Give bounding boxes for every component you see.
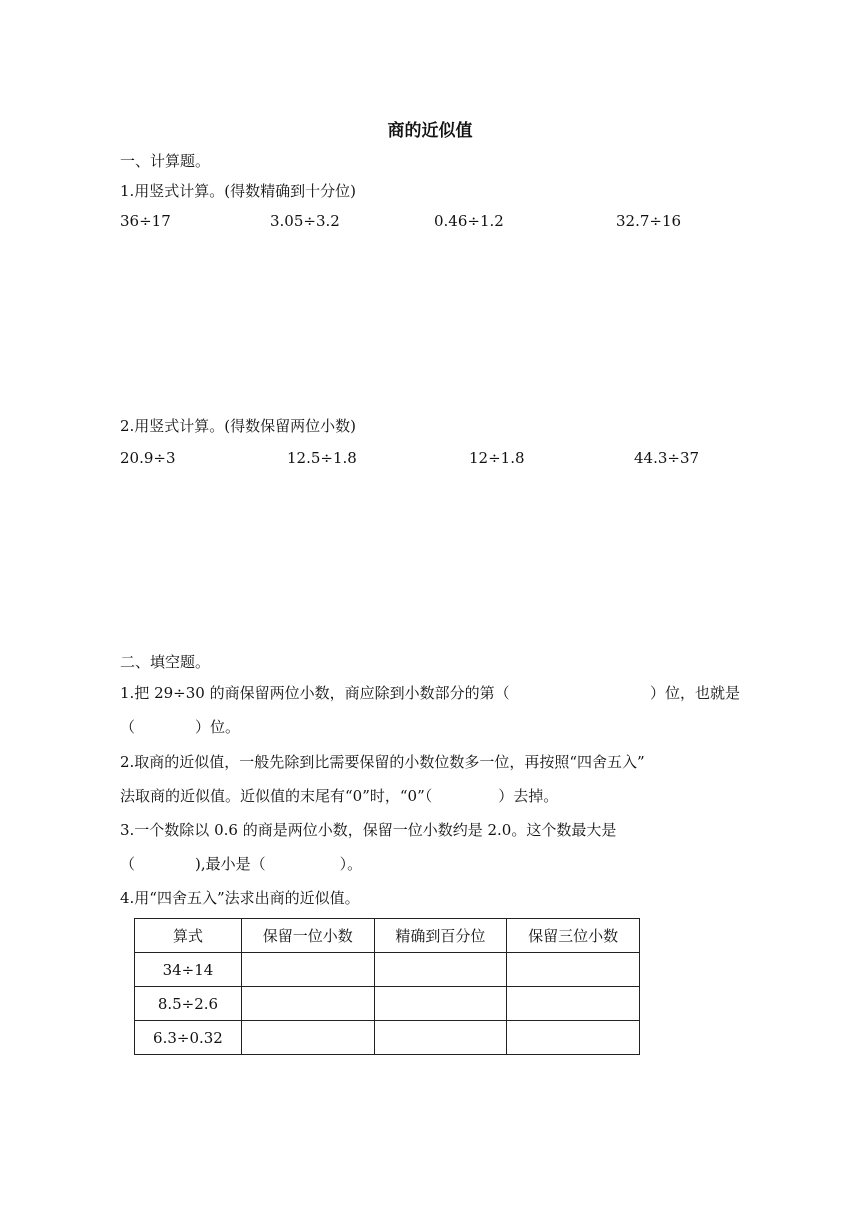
fill-q2-text-b: ）去掉。	[498, 787, 559, 805]
table-cell-answer[interactable]	[241, 1021, 374, 1055]
table-row	[135, 987, 640, 1021]
table-cell-expr: 8.5÷2.6	[135, 987, 242, 1021]
fill-q3-text-b: ),最小是（	[195, 855, 266, 873]
q1-prompt: 1.用竖式计算。(得数精确到十分位)	[120, 182, 357, 200]
table-cell-expr: 34÷14	[135, 953, 242, 987]
table-header-cell: 精确到百分位	[374, 919, 507, 953]
table-header-cell: 保留一位小数	[241, 919, 374, 953]
fill-q4-prompt: 4.用“四舍五入”法求出商的近似值。	[120, 889, 360, 907]
table-cell-answer[interactable]	[374, 1021, 507, 1055]
q1-expr-2: 3.05÷3.2	[270, 212, 340, 230]
fill-q1-text-a: 1.把 29÷30 的商保留两位小数，商应除到小数部分的第（	[120, 684, 510, 702]
q2-prompt: 2.用竖式计算。(得数保留两位小数)	[120, 417, 357, 435]
fill-q2-text-a: 法取商的近似值。近似值的末尾有“0”时，“0”（	[120, 787, 433, 805]
table-header-cell: 算式	[135, 919, 242, 953]
table-cell-answer[interactable]	[241, 987, 374, 1021]
table-cell-expr: 6.3÷0.32	[135, 1021, 242, 1055]
table-header-row	[135, 919, 640, 953]
fill-q1	[120, 676, 740, 744]
page-title: 商的近似值	[387, 121, 473, 141]
table-row	[135, 953, 640, 987]
fill-q1-text-c: （	[120, 718, 136, 736]
fill-q3	[120, 813, 740, 881]
q2-expr-4: 44.3÷37	[634, 449, 700, 467]
q2-expr-1: 20.9÷3	[120, 449, 176, 467]
table-cell-answer[interactable]	[507, 987, 640, 1021]
fill-q1-blank-1[interactable]	[552, 676, 608, 710]
fill-q3-text-a: （	[120, 855, 136, 873]
section1-heading: 一、计算题。	[120, 152, 211, 170]
q1-expr-1: 36÷17	[120, 212, 171, 230]
table-cell-answer[interactable]	[507, 1021, 640, 1055]
fill-q1-text-d: ）位。	[195, 718, 241, 736]
table-cell-answer[interactable]	[374, 987, 507, 1021]
approximation-table	[134, 918, 640, 1055]
fill-q2	[120, 745, 740, 813]
q1-expr-3: 0.46÷1.2	[434, 212, 504, 230]
q2-expr-3: 12÷1.8	[469, 449, 525, 467]
table-cell-answer[interactable]	[507, 953, 640, 987]
fill-q3-text-c: ）。	[339, 855, 363, 873]
section2-heading: 二、填空题。	[120, 653, 211, 671]
q2-expr-2: 12.5÷1.8	[287, 449, 357, 467]
fill-q2-line1: 2.取商的近似值，一般先除到比需要保留的小数位数多一位，再按照“四舍五入”	[120, 753, 645, 771]
fill-q3-line1: 3.一个数除以 0.6 的商是两位小数，保留一位小数约是 2.0。这个数最大是	[120, 821, 617, 839]
q1-expr-4: 32.7÷16	[616, 212, 682, 230]
fill-q1-text-b: ）位，也就是	[649, 684, 740, 702]
table-row	[135, 1021, 640, 1055]
table-cell-answer[interactable]	[374, 953, 507, 987]
table-cell-answer[interactable]	[241, 953, 374, 987]
table-header-cell: 保留三位小数	[507, 919, 640, 953]
